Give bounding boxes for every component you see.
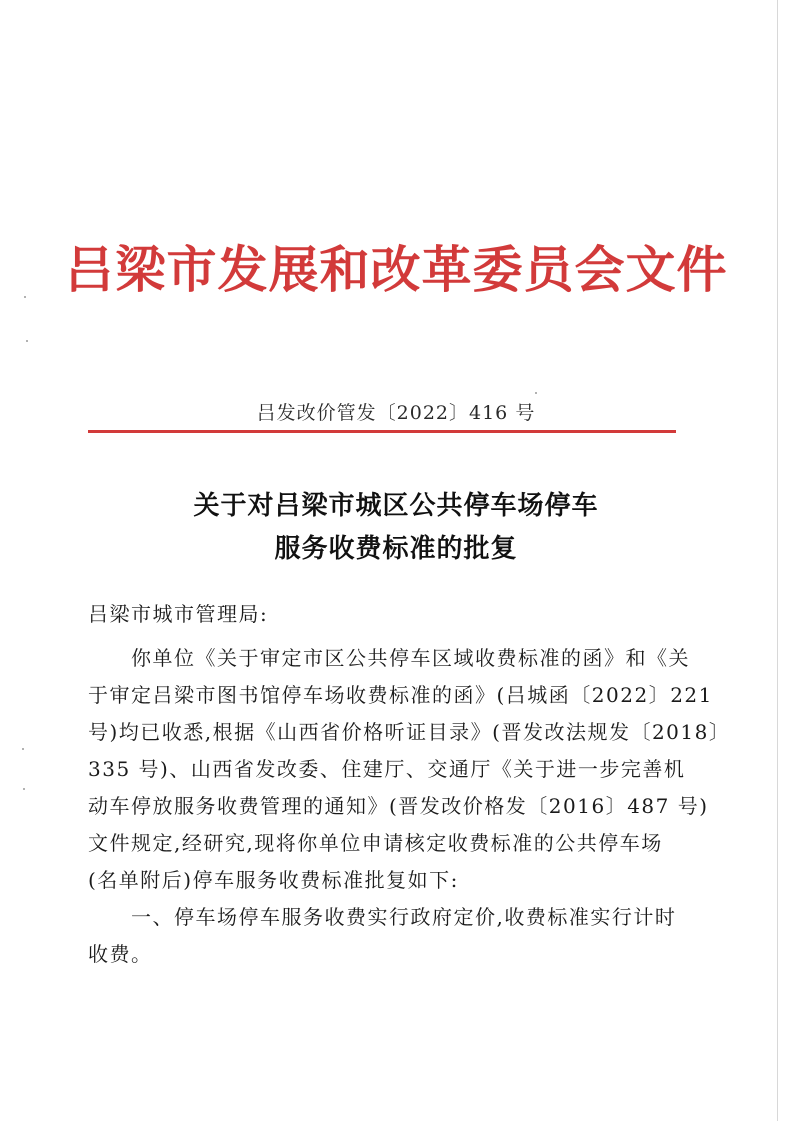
scan-speck: [23, 788, 25, 790]
scan-speck: [22, 748, 24, 750]
scan-edge-line: [777, 0, 778, 1121]
body-line: 动车停放服务收费管理的通知》(晋发改价格发〔2016〕487 号): [88, 794, 709, 818]
body-line-recipient: 吕梁市城市管理局:: [88, 602, 269, 626]
body-line: 一、停车场停车服务收费实行政府定价,收费标准实行计时: [88, 905, 677, 929]
red-divider-line: [88, 430, 676, 433]
scan-speck: [26, 340, 28, 342]
body-line: (名单附后)停车服务收费标准批复如下:: [88, 868, 459, 892]
subject-title-line-2: 服务收费标准的批复: [274, 534, 518, 564]
scan-speck: [535, 392, 537, 394]
body-line: 收费。: [88, 942, 153, 966]
body-line: 335 号)、山西省发改委、住建厅、交通厅《关于进一步完善机: [88, 757, 686, 781]
scan-speck: [24, 296, 26, 298]
body-line: 号)均已收悉,根据《山西省价格听证目录》(晋发改法规发〔2018〕: [88, 720, 731, 744]
body-line: 你单位《关于审定市区公共停车区域收费标准的函》和《关: [88, 646, 690, 670]
body-line: 文件规定,经研究,现将你单位申请核定收费标准的公共停车场: [88, 831, 663, 855]
body-line: 于审定吕梁市图书馆停车场收费标准的函》(吕城函〔2022〕221: [88, 683, 713, 707]
document-number: 吕发改价管发〔2022〕416 号: [256, 402, 536, 424]
document-header-title: 吕梁市发展和改革委员会文件: [64, 240, 728, 299]
subject-title-line-1: 关于对吕梁市城区公共停车场停车: [193, 491, 599, 521]
